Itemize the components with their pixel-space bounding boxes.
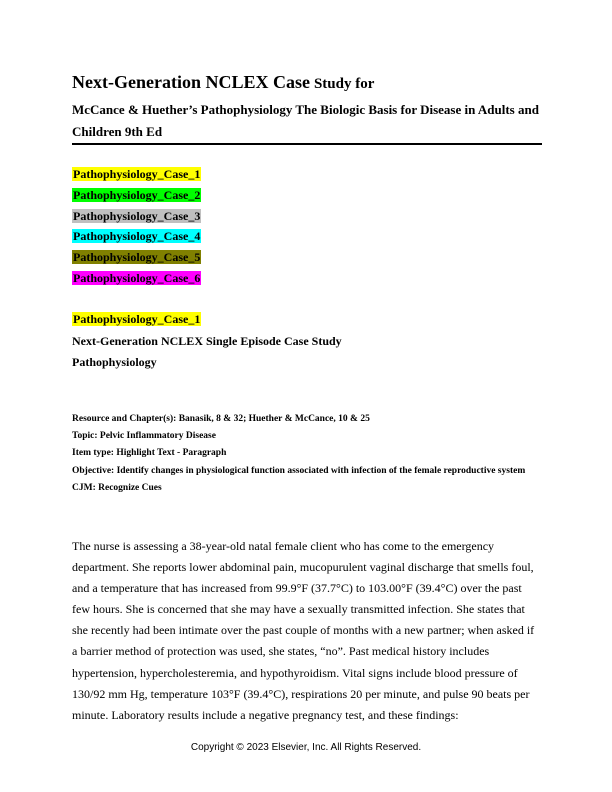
title-small: Study for	[313, 76, 375, 92]
meta-topic: Topic: Pelvic Inflammatory Disease	[72, 431, 216, 442]
case-link-item	[72, 268, 201, 289]
case-metadata	[72, 411, 542, 497]
case-link-4[interactable]: Pathophysiology_Case_4	[73, 229, 201, 244]
title-main: Next-Generation NCLEX Case	[72, 72, 310, 92]
case-link-item	[72, 164, 201, 185]
header-divider	[72, 143, 542, 145]
case-scenario-paragraph: The nurse is assessing a 38-year-old natal female client who has come to the emergency department. She reports lower abdominal pain, mucopurulent vaginal discharge that smells foul, and a temperature that has increased from 99.9°F (37.7°C) to 103.00°F (39.4°C) over the past few hours. She is concerned that she may have a sexually transmitted infection. She states that she recently had been intimate over the past couple of months with a new partner; when asked if a barrier method of protection was used, she states, “no”. Past medical history includes hypertension, hypercholesteremia, and hypothyroidism. Vital signs include blood pressure of 130/92 mm Hg, temperature 103°F (39.4°C), respirations 20 per minute, and pulse 90 beats per minute. Laboratory results include a negative pregnancy test, and these findings:	[72, 539, 535, 722]
meta-resource: Resource and Chapter(s): Banasik, 8 & 32; Huether & McCance, 10 & 25	[72, 414, 370, 424]
case-link-6[interactable]: Pathophysiology_Case_6	[73, 270, 201, 285]
case-link-item	[72, 226, 201, 247]
page-footer-copyright: Copyright © 2023 Elsevier, Inc. All Rights Reserved.	[190, 742, 422, 753]
document-subtitle: McCance & Huether’s Pathophysiology The Biologic Basis for Disease in Adults and Children 9th Ed	[72, 102, 539, 139]
case-subject: Pathophysiology	[72, 355, 157, 369]
case-link-item	[72, 206, 201, 227]
document-title	[72, 72, 374, 93]
case-heading	[72, 309, 201, 329]
case-type: Next-Generation NCLEX Single Episode Case Study	[72, 334, 342, 348]
case-subheading	[72, 331, 342, 373]
case-heading-label: Pathophysiology_Case_1	[73, 312, 201, 326]
case-link-item	[72, 247, 201, 268]
case-link-list	[72, 164, 201, 289]
case-link-2[interactable]: Pathophysiology_Case_2	[73, 187, 201, 202]
meta-item-type: Item type: Highlight Text - Paragraph	[72, 448, 227, 459]
case-link-3[interactable]: Pathophysiology_Case_3	[73, 208, 201, 223]
meta-cjm: CJM: Recognize Cues	[72, 482, 162, 493]
meta-objective: Objective: Identify changes in physiological function associated with infection of the female reproductive system	[72, 465, 526, 476]
case-link-5[interactable]: Pathophysiology_Case_5	[73, 250, 201, 265]
case-link-1[interactable]: Pathophysiology_Case_1	[73, 167, 201, 181]
case-link-item	[72, 185, 201, 206]
